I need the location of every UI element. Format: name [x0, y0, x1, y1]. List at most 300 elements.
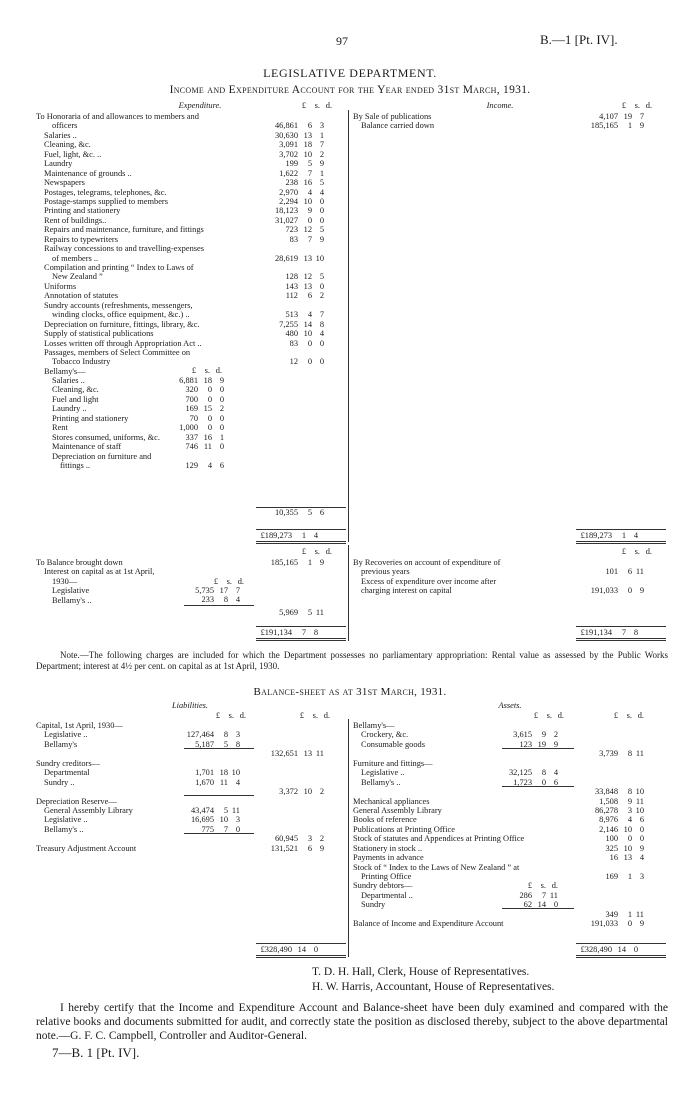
exp-value-pounds: 46,861: [274, 121, 298, 131]
exp-value-pounds: 513: [285, 310, 298, 320]
exp-value: [264, 291, 324, 300]
income-total: [578, 531, 638, 540]
ie2-sub-total: [264, 608, 324, 617]
page-number: 97: [336, 34, 348, 48]
ie2-sub-value-pounds: 233: [201, 595, 214, 605]
asset-value: [584, 825, 644, 834]
bellamy-value-shillings: 11: [203, 442, 212, 452]
bellamy-value-shillings: 4: [207, 460, 212, 470]
asset-value-shillings: 4: [627, 815, 632, 825]
lsd-head-pounds: £: [621, 101, 626, 110]
liab-label: [36, 844, 186, 853]
exp-value: [264, 310, 324, 319]
lsd-head-shillings: s.: [314, 547, 320, 556]
lsd-head-pence: d.: [645, 101, 652, 110]
bellamy-label: [36, 404, 166, 413]
exp-label-text: Bellamy's—: [44, 366, 86, 376]
exp-label: [36, 169, 266, 178]
liab-value: [264, 740, 324, 749]
ie2-left-value: [264, 558, 324, 567]
bellamy-total: [264, 508, 324, 517]
liab-sub-value: [184, 768, 240, 777]
ie2-right-value-pence: [632, 558, 644, 567]
asset-value-pence: 11: [635, 796, 644, 806]
liabilities-lsd-header: [190, 711, 330, 720]
exp-value: [264, 159, 324, 168]
lsd-head-shillings: s.: [226, 577, 232, 586]
bellamy-label: [36, 395, 166, 404]
ie2-sub-value-shillings: 8: [223, 595, 228, 605]
lsd-head-main-pence: d.: [323, 711, 330, 720]
asset-sub-value: [502, 721, 558, 730]
liab-value-pounds: 60,945: [274, 834, 298, 844]
asset-sub-value-pence: 4: [553, 768, 558, 778]
liab-label-text: Legislative ..: [44, 815, 88, 825]
liab-value-shillings: [298, 815, 312, 824]
assets-sub-values: [502, 721, 558, 929]
bellamy-value: [164, 414, 224, 423]
exp-value: [264, 188, 324, 197]
liab-label: [36, 768, 186, 777]
asset-value-pence: [632, 721, 644, 730]
exp-label: [36, 225, 266, 234]
asset-sub-value-pence: 9: [553, 739, 558, 749]
liab-value-shillings: 6: [307, 843, 312, 853]
inc-value-pence: 7: [639, 112, 644, 121]
ie2-left-value-pounds: [264, 567, 298, 576]
exp-label: [36, 131, 266, 140]
liab-label-text: Departmental: [44, 768, 90, 778]
bellamy-value-pence: 9: [219, 376, 224, 385]
liab-value-pence: 2: [319, 834, 324, 844]
asset-sub-value-shillings: [532, 863, 546, 872]
asset-sub-value-shillings: s.: [540, 881, 546, 891]
liab-sub-value-shillings: 10: [219, 815, 228, 825]
inc-label: [353, 121, 593, 130]
lsd-head-pounds: £: [301, 547, 306, 556]
asset-sub-value-pounds: [502, 910, 532, 919]
exp-value-shillings: 0: [307, 357, 312, 367]
liab-value-shillings: [298, 778, 312, 787]
asset-value-pounds: 169: [605, 872, 618, 881]
exp-value-pence: [312, 244, 324, 253]
exp-total-rule-top: [256, 529, 346, 530]
asset-label-text: Printing Office: [361, 872, 412, 881]
lsd-head: [592, 547, 652, 556]
asset-sub-value-shillings: [532, 844, 546, 853]
liab-sub-value-pounds: 775: [201, 824, 214, 834]
liab-value-pence: 11: [315, 749, 324, 759]
asset-label-text: Books of reference: [353, 815, 417, 825]
exp-label-text: Rent of buildings..: [44, 215, 107, 225]
liab-sub-value-shillings: [214, 759, 228, 768]
exp-label-text: winding clocks, office equipment, &c.) ..: [52, 310, 190, 320]
bellamy-label: [36, 423, 166, 432]
asset-total-rule-bottom: [576, 955, 666, 958]
liab-sub-value-pounds: 1,701: [195, 768, 214, 778]
liab-value-pounds: 3,372: [279, 787, 298, 797]
assets-heading: Assets.: [498, 701, 522, 710]
exp-value: [264, 357, 324, 366]
asset-value-pounds: [584, 740, 618, 749]
asset-value-pence: 0: [639, 834, 644, 844]
liab-total-rule-bottom: [256, 955, 346, 958]
asset-value-pence: [632, 740, 644, 749]
lsd-head-main-shillings: s.: [312, 711, 318, 720]
asset-sub-value-pence: [546, 872, 558, 881]
ie2-sub-total-shillings: 5: [307, 608, 312, 617]
footer-reference: 7—B. 1 [Pt. IV].: [52, 1045, 140, 1060]
asset-sub-value: [502, 825, 558, 834]
asset-sub-value: [502, 787, 558, 796]
asset-value-pounds: [584, 730, 618, 739]
exp-label: [36, 339, 266, 348]
bellamy-value-pence: 0: [219, 394, 224, 404]
asset-value: [584, 797, 644, 806]
liab-label: [36, 759, 186, 768]
asset-sub-value-pence: [546, 806, 558, 815]
asset-value: [584, 806, 644, 815]
ie2-left-value-pounds: [264, 577, 298, 586]
asset-value-pounds: [584, 778, 618, 787]
ie2-left-label-text: 1930—: [52, 576, 78, 586]
exp-value-shillings: [298, 112, 312, 121]
asset-value-shillings: 13: [623, 853, 632, 863]
exp-value-shillings: 6: [307, 121, 312, 131]
asset-value-shillings: [618, 863, 632, 872]
liab-value: [264, 721, 324, 730]
liab-value-pence: 9: [319, 843, 324, 853]
asset-value-pounds: 191,033: [590, 919, 618, 929]
liab-sub-value-shillings: [214, 834, 228, 843]
liab-value-shillings: 3: [307, 834, 312, 844]
inc-label-text: By Sale of publications: [353, 112, 432, 121]
exp-value-pence: 3: [319, 121, 324, 131]
exp-value-shillings: 12: [303, 225, 312, 235]
ie2-right-lsd-header: [592, 547, 652, 556]
lsd-head-pence: d.: [215, 366, 222, 375]
ie2-left-value-shillings: [298, 577, 312, 586]
asset-sub-value-shillings: [532, 721, 546, 730]
liab-sub-value-pence: [228, 834, 240, 843]
asset-bellamy-rule: [502, 748, 574, 749]
liab-label: [36, 730, 186, 739]
asset-value: [584, 844, 644, 853]
ie2-left-label: [36, 596, 196, 605]
ie2-right-label-text: previous years: [361, 567, 410, 577]
liab-value-pounds: [264, 740, 298, 749]
exp-value-pence: 4: [319, 187, 324, 197]
bellamy-value-shillings: 0: [207, 394, 212, 404]
exp-label: [36, 282, 266, 291]
liab-sub-value: [184, 759, 240, 768]
asset-value: [584, 759, 644, 768]
asset-value-pounds: 1,508: [599, 796, 618, 806]
asset-sub-value-pounds: 1,723: [513, 777, 532, 787]
asset-value-shillings: [618, 730, 632, 739]
asset-sub-value-pence: [546, 910, 558, 919]
liab-sub-value: [184, 778, 240, 787]
asset-sub-value: [502, 730, 558, 739]
asset-sub-value-shillings: [532, 872, 546, 881]
exp-value-shillings: 9: [307, 206, 312, 216]
bellamy-value: [164, 442, 224, 451]
asset-sub-value-shillings: [532, 815, 546, 824]
ie2-right-value: [584, 567, 644, 576]
ie2-left-label-text: To Balance brought down: [36, 558, 123, 567]
asset-value: [584, 834, 644, 843]
asset-sub-value-pounds: 286: [519, 890, 532, 900]
liab-label: [36, 834, 186, 843]
liab-sub-value: [184, 844, 240, 853]
liab-total-pounds: £328,490: [260, 945, 292, 954]
ie2-right-total-shillings: 7: [621, 628, 626, 637]
bellamy-value-pence: 6: [219, 460, 224, 470]
expenditure-values: [264, 112, 324, 376]
liab-sub-value-pounds: [184, 797, 214, 806]
exp-label-text: Fuel, light, &c. ..: [44, 149, 102, 159]
exp-value: [264, 150, 324, 159]
bellamy-value: [164, 452, 224, 461]
ie2-sub-values: [184, 586, 240, 605]
asset-sub-value-shillings: [532, 787, 546, 796]
ie2-left-value-pence: 9: [319, 558, 324, 567]
asset-sub-value-shillings: 7: [541, 890, 546, 900]
liab-sub-value-shillings: 8: [223, 730, 228, 740]
lsd-head: [272, 547, 332, 556]
asset-value: [584, 778, 644, 787]
exp-value: [264, 206, 324, 215]
exp-label-text: Compilation and printing “ Index to Laws of: [44, 263, 194, 272]
liab-sub-value-shillings: 7: [223, 824, 228, 834]
ie2-right-value-pence: 9: [639, 586, 644, 596]
bellamy-value-pence: 0: [219, 442, 224, 452]
exp-total: [258, 531, 318, 540]
liab-value-pence: [312, 806, 324, 815]
ie2-left-value-pounds: 185,165: [270, 558, 298, 567]
asset-value-shillings: 9: [627, 796, 632, 806]
exp-label: [36, 150, 266, 159]
asset-label-text: Bellamy's—: [353, 721, 395, 730]
exp-label-text: Supply of statistical publications: [44, 329, 154, 339]
exp-value-shillings: 0: [307, 215, 312, 225]
asset-value-shillings: [618, 900, 632, 909]
asset-sub-value-pounds: [502, 749, 532, 758]
exp-label-text: Maintenance of grounds ..: [44, 168, 132, 178]
liab-value: [264, 815, 324, 824]
ie2-right-label: [353, 567, 593, 576]
ie2-left-labels: [36, 558, 196, 605]
lsd-head-shillings: s.: [634, 101, 640, 110]
liab-value-pounds: [264, 797, 298, 806]
ie2-right-label-text: charging interest on capital: [361, 586, 452, 596]
asset-sub-value-pence: [546, 787, 558, 796]
asset-value-pounds: [584, 881, 618, 890]
balance-sheet-title: Balance-sheet as at 31st March, 1931.: [253, 686, 447, 698]
asset-value: [584, 730, 644, 739]
bellamy-label-text: Fuel and light: [52, 394, 99, 404]
asset-sub-value-pence: [546, 759, 558, 768]
asset-sub-value-pounds: 123: [519, 739, 532, 749]
exp-label-text: of members ..: [52, 253, 99, 263]
liab-sub-value-pounds: 1,670: [195, 777, 214, 787]
asset-sub-value-shillings: [532, 910, 546, 919]
ie2-right-value-shillings: [618, 558, 632, 567]
ie2-right-total-pence: 8: [633, 628, 638, 637]
inc-total-shillings: 1: [621, 531, 626, 540]
liab-sub-value-pounds: [184, 721, 214, 730]
bellamy-value-shillings: [198, 452, 212, 461]
exp-label-text: Uniforms: [44, 281, 77, 291]
bellamy-labels: [36, 376, 166, 470]
asset-value-shillings: [618, 768, 632, 777]
expenditure-lsd-header: [272, 101, 332, 110]
exp-label-text: Passages, members of Select Committee on: [44, 347, 191, 357]
asset-label-text: Stock of statutes and Appendices at Printing Office: [353, 834, 525, 844]
exp-value: [264, 216, 324, 225]
liab-label-text: Capital, 1st April, 1930—: [36, 721, 123, 730]
asset-sub-value-pounds: [502, 853, 532, 862]
asset-sub-value-pence: d.: [551, 881, 558, 891]
asset-sub-value-pence: [546, 825, 558, 834]
exp-value-pence: 0: [319, 281, 324, 291]
expenditure-heading: Expenditure.: [178, 101, 222, 110]
exp-label-text: officers: [52, 121, 78, 131]
exp-label-text: Laundry: [44, 159, 73, 169]
income-lsd-header: [592, 101, 652, 110]
liab-value-shillings: 13: [303, 749, 312, 759]
ie2-left-values: [264, 558, 324, 586]
exp-value-shillings: 16: [303, 178, 312, 188]
lsd-head: [190, 711, 246, 720]
exp-value: [264, 131, 324, 140]
liab-value-pounds: [264, 825, 298, 834]
exp-value-pence: [312, 348, 324, 357]
liab-value: [264, 730, 324, 739]
exp-value-pence: 5: [319, 178, 324, 188]
liab-sub-value-pounds: 127,464: [186, 730, 214, 740]
exp-label-text: Depreciation on furniture, fittings, library, &c.: [44, 319, 200, 329]
asset-sub-value: [502, 872, 558, 881]
bellamy-value-shillings: 18: [203, 376, 212, 385]
ie2-right-value: [584, 586, 644, 595]
exp-label-text: New Zealand ”: [52, 272, 103, 282]
liab-value-shillings: [298, 797, 312, 806]
asset-sub-value-pounds: [502, 834, 532, 843]
lsd-head-shillings: s.: [546, 711, 552, 720]
asset-value-pounds: 16: [609, 853, 618, 863]
asset-value-shillings: [618, 759, 632, 768]
exp-value-shillings: 10: [303, 196, 312, 206]
bs-center-rule: [348, 719, 349, 957]
asset-value-pence: [632, 863, 644, 872]
asset-value-pence: 11: [635, 909, 644, 919]
exp-label: [36, 272, 266, 281]
inc-value-shillings: 19: [623, 112, 632, 121]
department-title: LEGISLATIVE DEPARTMENT.: [263, 66, 437, 80]
asset-sub-value-shillings: [532, 919, 546, 928]
ie2-right-value-pence: [632, 577, 644, 586]
exp-label: [36, 206, 266, 215]
liab-sub-value-pence: [228, 844, 240, 853]
asset-value-pounds: 33,848: [594, 787, 618, 797]
asset-sub-value: [502, 834, 558, 843]
lsd-head-pence: d.: [237, 577, 244, 586]
ie-center-rule: [348, 110, 349, 542]
bellamy-label-text: Depreciation on furniture and: [52, 451, 152, 461]
exp-value-pounds: 2,294: [279, 196, 298, 206]
liab-value-shillings: 10: [303, 787, 312, 797]
exp-value-pence: 1: [319, 130, 324, 140]
liab-value-pence: [312, 778, 324, 787]
asset-sub-value-shillings: [532, 806, 546, 815]
asset-value-shillings: 1: [627, 872, 632, 881]
exp-label: [36, 244, 266, 253]
bellamy-label-text: Cleaning, &c.: [52, 385, 99, 395]
ie2-left-value-shillings: 1: [307, 558, 312, 567]
assets-lsd-header: [508, 711, 644, 720]
liab-value: [264, 844, 324, 853]
exp-value-pounds: 83: [289, 338, 298, 348]
liab-sub-value-shillings: 5: [223, 739, 228, 749]
exp-value: [264, 339, 324, 348]
asset-value-pence: [632, 900, 644, 909]
exp-value-shillings: 13: [303, 281, 312, 291]
exp-label-text: Repairs and maintenance, furniture, and fittings: [44, 225, 204, 235]
signature-clerk: T. D. H. Hall, Clerk, House of Representatives.: [312, 966, 530, 978]
liab-sub-value-pence: 10: [231, 768, 240, 778]
liab-value-pence: [312, 721, 324, 730]
asset-sub-value: [502, 910, 558, 919]
exp-value: [264, 329, 324, 338]
ie2-right-label: [353, 558, 593, 567]
bellamy-label: [36, 376, 166, 385]
exp-value: [264, 235, 324, 244]
lsd-head: [508, 711, 564, 720]
lsd-head-shillings: s.: [204, 366, 210, 375]
asset-sub-value-pounds: £: [527, 881, 532, 891]
exp-label-text: To Honoraria of and allowances to members and: [36, 112, 199, 121]
asset-total-rule-top: [576, 943, 666, 944]
asset-sub-value: [502, 759, 558, 768]
liab-value: [264, 778, 324, 787]
asset-value-pounds: 100: [605, 834, 618, 844]
liab-label: [36, 787, 186, 796]
ie2-right-total: [578, 628, 638, 637]
exp-value-shillings: 18: [303, 140, 312, 150]
bellamy-lsd-header: [162, 366, 222, 375]
exp-value-pounds: 30,630: [274, 130, 298, 140]
exp-label-text: Repairs to typewriters: [44, 234, 118, 244]
asset-label-text: Consumable goods: [361, 739, 425, 749]
exp-label-text: Annotation of statutes: [44, 291, 118, 301]
exp-value-pounds: 3,702: [279, 149, 298, 159]
exp-value-shillings: 7: [307, 168, 312, 178]
asset-value: [584, 919, 644, 928]
liabilities-total: [258, 945, 318, 954]
asset-value-pence: 3: [639, 872, 644, 881]
asset-value-pounds: [584, 768, 618, 777]
ie2-right-label-text: Excess of expenditure over income after: [361, 576, 497, 586]
ie2-sub-total-pounds: 5,969: [279, 608, 298, 617]
exp-value-shillings: [298, 301, 312, 310]
asset-value-pence: 11: [635, 749, 644, 759]
exp-value-pounds: 3,091: [279, 140, 298, 150]
asset-sub-value-pounds: 62: [523, 900, 532, 910]
liab-value-shillings: [298, 721, 312, 730]
asset-total-pence: 0: [633, 945, 638, 954]
inc-total-rule-bottom: [576, 541, 666, 544]
